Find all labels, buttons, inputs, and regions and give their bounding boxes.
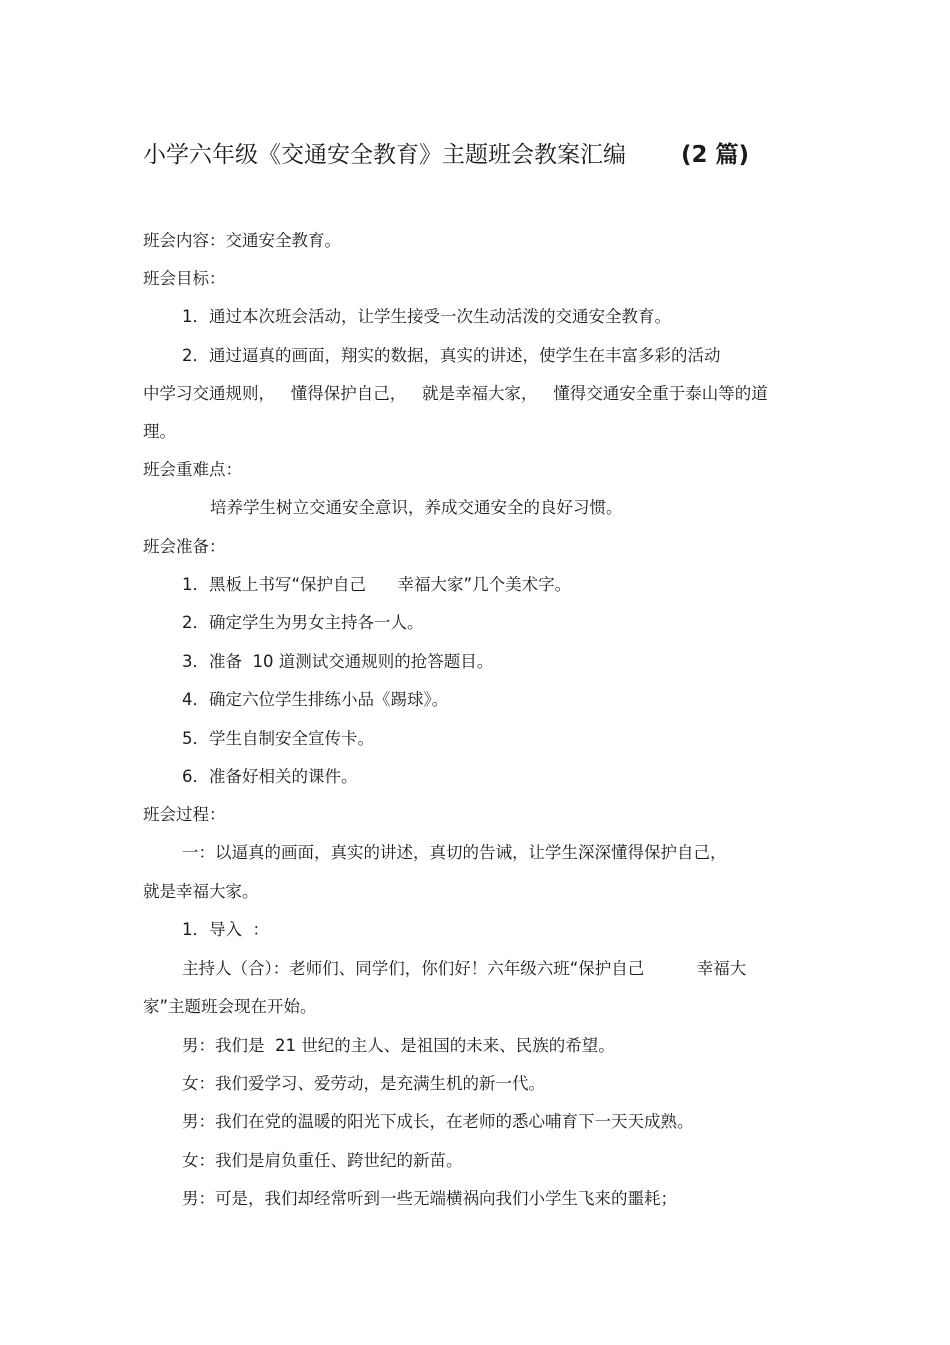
preparation-heading: 班会准备： [143, 537, 226, 556]
goal-item-2: 2．通过逼真的画面，翔实的数据，真实的讲述，使学生在丰富多彩的活动 [182, 346, 721, 365]
host-opening-continued: 家”主题班会现在开始。 [143, 997, 317, 1016]
goal-item-2-continued: 中学习交通规则， 懂得保护自己， 就是幸福大家， 懂得交通安全重于泰山等的道 [143, 384, 768, 403]
document-title [143, 140, 750, 170]
dialogue-line-3: 男：我们在党的温暖的阳光下成长，在老师的悉心哺育下一天天成熟。 [182, 1112, 694, 1131]
dialogue-line-2: 女：我们爱学习、爱劳动，是充满生机的新一代。 [182, 1074, 545, 1093]
preparation-item-2: 2．确定学生为男女主持各一人。 [182, 613, 424, 632]
preparation-item-4: 4．确定六位学生排练小品《踢球》。 [182, 690, 449, 709]
intro-heading: 1．导入 ： [182, 920, 269, 939]
dialogue-line-1: 男：我们是 21 世纪的主人、是祖国的未来、民族的希望。 [182, 1036, 615, 1055]
preparation-item-5: 5．学生自制安全宣传卡。 [182, 729, 374, 748]
host-opening: 主持人（合）：老师们、同学们，你们好！六年级六班“保护自己 幸福大 [182, 959, 747, 978]
dialogue-line-4: 女：我们是肩负重任、跨世纪的新苗。 [182, 1151, 463, 1170]
process-part-1: 一：以逼真的画面，真实的讲述，真切的告诫，让学生深深懂得保护自己， [182, 843, 727, 862]
process-part-1-continued: 就是幸福大家。 [143, 882, 259, 901]
goal-item-1: 1．通过本次班会活动，让学生接受一次生动活泼的交通安全教育。 [182, 307, 671, 326]
class-content-line: 班会内容：交通安全教育。 [143, 231, 341, 250]
key-points-heading: 班会重难点： [143, 460, 242, 479]
title-article-count: (2 篇) [681, 142, 750, 168]
key-points-text: 培养学生树立交通安全意识，养成交通安全的良好习惯。 [210, 498, 623, 517]
preparation-item-3: 3．准备 10 道测试交通规则的抢答题目。 [182, 652, 494, 671]
goal-item-2-end: 理。 [143, 422, 176, 441]
preparation-item-6: 6．准备好相关的课件。 [182, 767, 358, 786]
preparation-item-1: 1．黑板上书写“保护自己 幸福大家”几个美术字。 [182, 575, 572, 594]
goals-heading: 班会目标： [143, 269, 226, 288]
title-text: 小学六年级《交通安全教育》主题班会教案汇编 [143, 142, 626, 168]
dialogue-line-5: 男：可是，我们却经常听到一些无端横祸向我们小学生飞来的噩耗； [182, 1189, 677, 1208]
process-heading: 班会过程： [143, 805, 226, 824]
